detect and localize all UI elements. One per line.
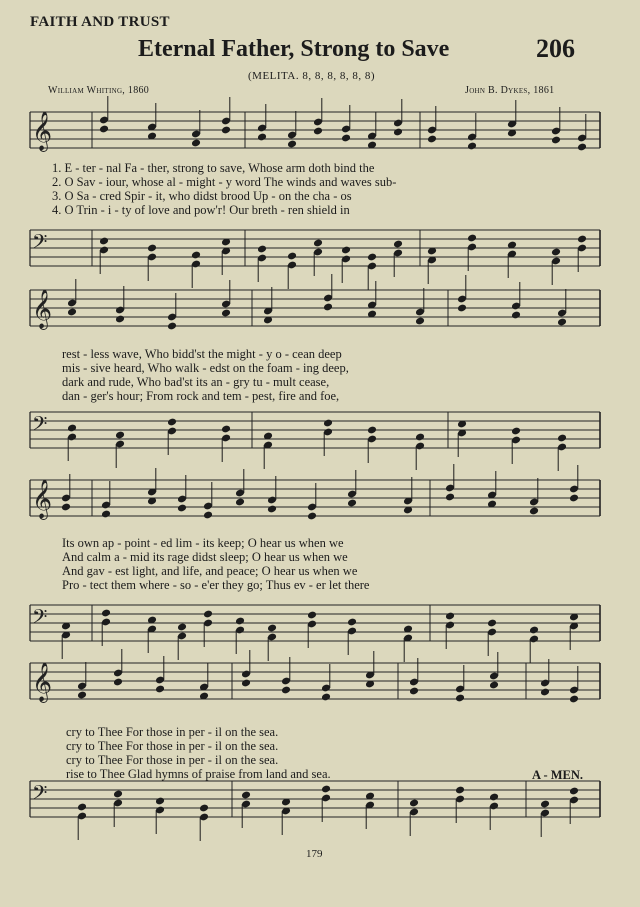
lyric-line: cry to Thee For those in per - il on the sea. xyxy=(66,753,279,767)
note-head xyxy=(101,510,111,519)
note-head xyxy=(115,315,125,324)
note-head xyxy=(409,687,419,696)
lyric-line: mis - sive heard, Who walk - edst on the foam - ing deep, xyxy=(62,361,349,375)
note-head xyxy=(529,507,539,516)
note-head xyxy=(487,619,497,628)
note-head xyxy=(557,434,567,443)
note-head xyxy=(99,237,109,246)
note-head xyxy=(457,304,467,313)
note-head xyxy=(367,253,377,262)
note-head xyxy=(551,248,561,257)
note-head xyxy=(113,790,123,799)
note-head xyxy=(323,419,333,428)
note-head xyxy=(445,493,455,502)
note-head xyxy=(455,786,465,795)
note-head xyxy=(167,418,177,427)
note-head xyxy=(257,133,267,142)
note-head xyxy=(569,494,579,503)
treble-clef-icon: 𝄞 xyxy=(32,111,53,151)
lyric-line: 2. O Sav - iour, whose al - might - y word The winds and waves sub- xyxy=(52,175,397,189)
note-head xyxy=(61,503,71,512)
lyric-line: 3. O Sa - cred Spir - it, who didst brood Up - on the cha - os xyxy=(52,189,352,203)
note-head xyxy=(323,303,333,312)
author-credit: William Whiting, 1860 xyxy=(48,85,150,96)
note-head xyxy=(511,427,521,436)
note-head xyxy=(540,688,550,697)
note-head xyxy=(313,127,323,136)
note-head xyxy=(113,678,123,687)
page-number: 179 xyxy=(306,848,323,860)
note-head xyxy=(155,685,165,694)
amen-label: A - MEN. xyxy=(532,768,584,782)
note-head xyxy=(569,695,579,704)
note-head xyxy=(347,618,357,627)
note-head xyxy=(199,804,209,813)
treble-clef-icon: 𝄞 xyxy=(32,662,53,702)
note-head xyxy=(307,512,317,521)
bass-clef-icon: 𝄢 xyxy=(32,230,48,258)
note-head xyxy=(77,691,87,700)
note-head xyxy=(427,135,437,144)
note-head xyxy=(313,239,323,248)
note-head xyxy=(235,617,245,626)
lyric-line: And gav - est light, and life, and peace; O hear us when we xyxy=(62,564,358,578)
note-head xyxy=(177,623,187,632)
note-head xyxy=(267,505,277,514)
note-head xyxy=(101,609,111,618)
lyric-line: rise to Thee Glad hymns of praise from land and sea. xyxy=(66,767,331,781)
note-head xyxy=(221,309,231,318)
music-system-1 xyxy=(0,100,640,258)
bass-clef-icon: 𝄢 xyxy=(32,605,48,633)
note-head xyxy=(321,785,331,794)
note-head xyxy=(67,308,77,317)
note-head xyxy=(287,140,297,149)
note-head xyxy=(235,498,245,507)
note-head xyxy=(287,252,297,261)
note-head xyxy=(191,139,201,148)
note-head xyxy=(341,134,351,143)
treble-clef-icon: 𝄞 xyxy=(32,479,53,519)
tune-meter: (MELITA. 8, 8, 8, 8, 8, 8) xyxy=(248,70,375,82)
music-system-3 xyxy=(0,475,640,633)
note-head xyxy=(367,426,377,435)
note-head xyxy=(540,800,550,809)
note-head xyxy=(177,504,187,513)
note-head xyxy=(569,787,579,796)
note-head xyxy=(393,128,403,137)
note-head xyxy=(455,694,465,703)
note-head xyxy=(467,234,477,243)
bass-clef-icon: 𝄢 xyxy=(32,781,48,809)
note-head xyxy=(155,797,165,806)
lyric-line: cry to Thee For those in per - il on the sea. xyxy=(66,725,279,739)
note-head xyxy=(557,318,567,327)
note-head xyxy=(511,311,521,320)
note-head xyxy=(67,424,77,433)
note-head xyxy=(77,803,87,812)
note-head xyxy=(577,143,587,152)
hymn-number: 206 xyxy=(536,34,575,63)
note-head xyxy=(115,431,125,440)
note-head xyxy=(529,626,539,635)
note-head xyxy=(257,245,267,254)
music-system-2 xyxy=(0,289,640,440)
note-head xyxy=(191,251,201,260)
note-head xyxy=(489,681,499,690)
lyric-line: cry to Thee For those in per - il on the sea. xyxy=(66,739,279,753)
note-head xyxy=(267,624,277,633)
note-head xyxy=(489,793,499,802)
note-head xyxy=(321,693,331,702)
note-head xyxy=(415,433,425,442)
lyric-line: 4. O Trin - i - ty of love and pow'r! Our breth - ren shield in xyxy=(52,203,350,217)
note-head xyxy=(281,686,291,695)
music-system-4 xyxy=(0,658,640,809)
lyric-line: dark and rude, Who bad'st its an - gry tu - mult cease, xyxy=(62,375,330,389)
hymn-title: Eternal Father, Strong to Save xyxy=(138,36,450,62)
note-head xyxy=(241,679,251,688)
note-head xyxy=(415,317,425,326)
section-heading: FAITH AND TRUST xyxy=(30,14,170,30)
note-head xyxy=(393,240,403,249)
note-head xyxy=(307,611,317,620)
lyric-line: 1. E - ter - nal Fa - ther, strong to save, Whose arm doth bind the xyxy=(52,161,375,175)
treble-clef-icon: 𝄞 xyxy=(32,289,53,329)
lyric-line: Its own ap - point - ed lim - its keep; O hear us when we xyxy=(62,536,344,550)
note-head xyxy=(577,235,587,244)
note-head xyxy=(203,610,213,619)
note-head xyxy=(203,511,213,520)
note-head xyxy=(409,799,419,808)
lyric-line: Pro - tect them where - so - e'er they go; Thus ev - er let there xyxy=(62,578,370,592)
note-head xyxy=(551,136,561,145)
note-head xyxy=(347,499,357,508)
lyric-line: dan - ger's hour; From rock and tem - pest, fire and foe, xyxy=(62,389,340,403)
note-head xyxy=(467,142,477,151)
note-head xyxy=(445,612,455,621)
bass-clef-icon: 𝄢 xyxy=(32,412,48,440)
note-head xyxy=(99,125,109,134)
note-head xyxy=(221,425,231,434)
lyric-line: And calm a - mid its rage didst sleep; O hear us when we xyxy=(62,550,348,564)
note-head xyxy=(341,246,351,255)
note-head xyxy=(221,126,231,135)
composer-credit: John B. Dykes, 1861 xyxy=(465,85,555,96)
note-head xyxy=(147,244,157,253)
note-head xyxy=(241,791,251,800)
lyric-line: rest - less wave, Who bidd'st the might - y o - cean deep xyxy=(62,347,342,361)
note-head xyxy=(167,322,177,331)
